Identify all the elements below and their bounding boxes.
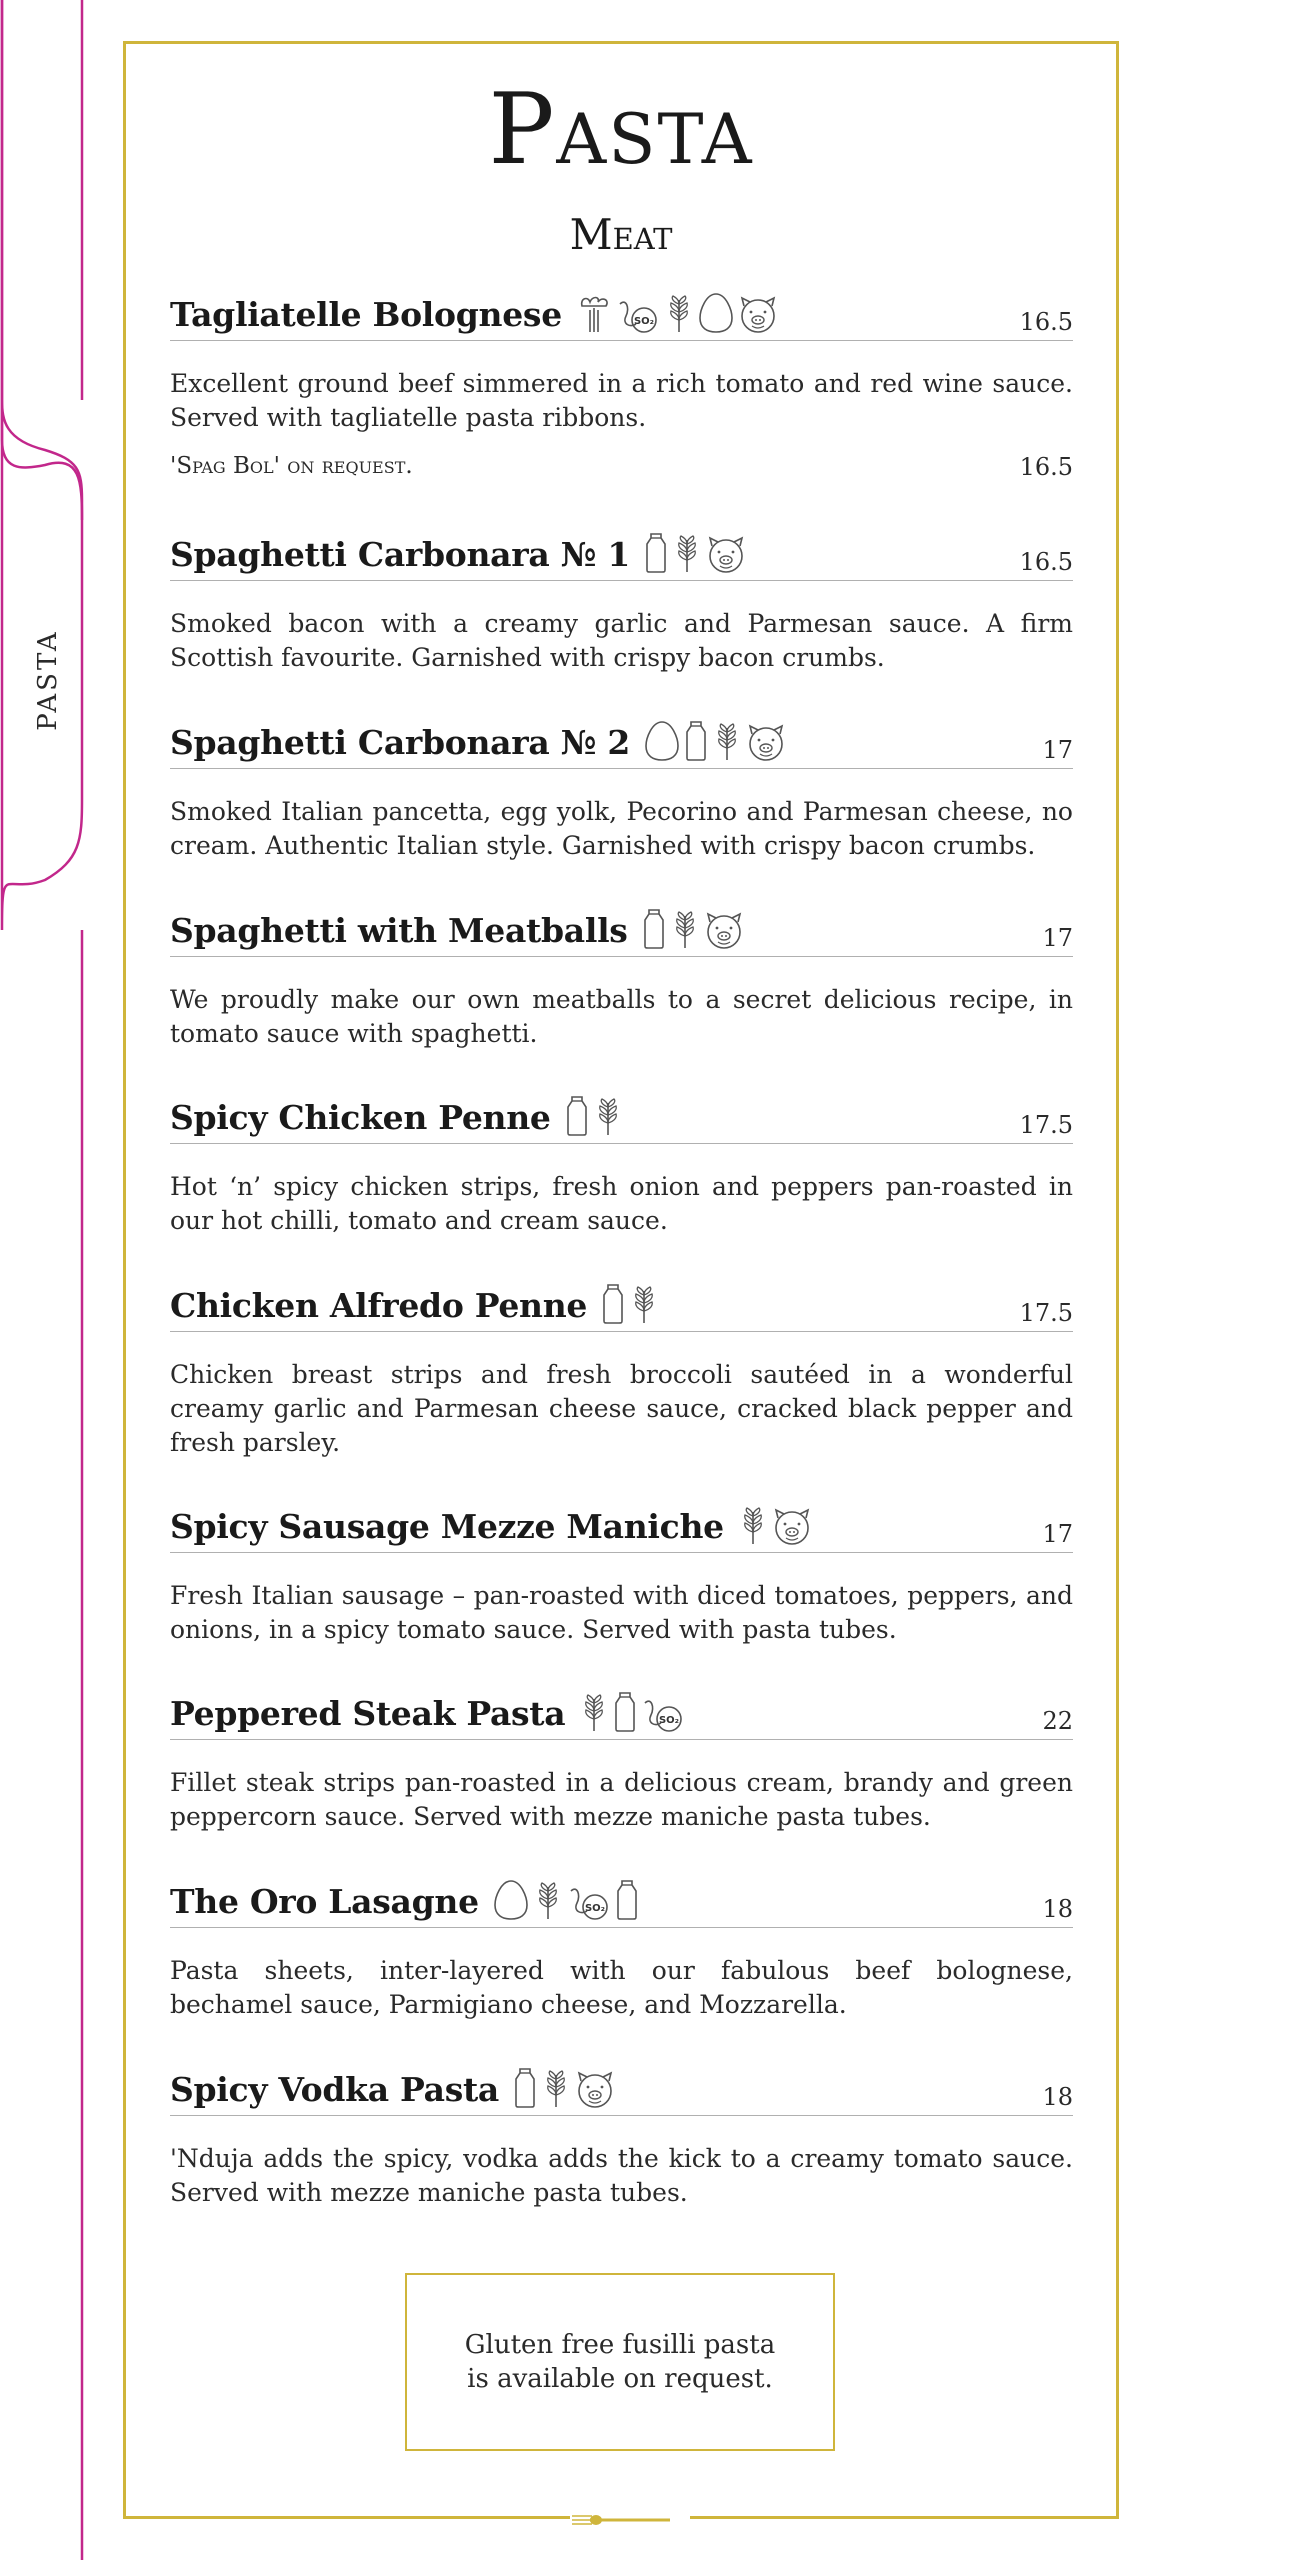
- menu-item-header: [170, 1502, 1073, 1553]
- section-heading: Meat: [569, 210, 673, 259]
- menu-item-description: Chicken breast strips and fresh broccoli sautéed in a wonderful creamy garlic and Parmesan cheese sauce, cracked black pepper and fresh parsley.: [170, 1360, 1073, 1457]
- menu-item-price: 17.5: [1019, 1111, 1073, 1139]
- sulphites-icon: [567, 1881, 611, 1921]
- gluten-free-note: [405, 2273, 835, 2451]
- option-label: 'Spag Bol' on request.: [170, 453, 413, 479]
- gluten-wheat-icon: [664, 294, 694, 334]
- pig-icon: [746, 724, 786, 762]
- menu-item: [170, 906, 1073, 1051]
- sulphites-icon: [616, 294, 660, 334]
- allergen-icons: [642, 908, 744, 956]
- milk-icon: [684, 720, 708, 762]
- menu-item-description: Hot ‘n’ spicy chicken strips, fresh onion and peppers pan-roasted in our hot chilli, tomato and cream sauce.: [170, 1172, 1073, 1235]
- menu-item-price: 16.5: [1019, 548, 1073, 576]
- svg-text:SO₂: SO₂: [659, 1715, 680, 1726]
- menu-item-description: Pasta sheets, inter-layered with our fabulous beef bolognese, bechamel sauce, Parmigiano cheese, and Mozzarella.: [170, 1956, 1073, 2019]
- pig-icon: [738, 296, 778, 334]
- menu-item-description: Smoked bacon with a creamy garlic and Parmesan sauce. A firm Scottish favourite. Garnished with crispy bacon crumbs.: [170, 609, 1073, 672]
- gluten-wheat-icon: [541, 2069, 571, 2109]
- menu-item-price: 16.5: [1019, 308, 1073, 336]
- menu-item-name: Tagliatelle Bolognese: [170, 295, 562, 334]
- gluten-wheat-icon: [670, 910, 700, 950]
- menu-item-price: 17: [1042, 736, 1073, 764]
- side-tab-label[interactable]: PASTA: [33, 629, 63, 731]
- menu-item-header: [170, 1093, 1073, 1144]
- egg-icon: [698, 292, 734, 334]
- menu-item-option: [170, 453, 1073, 487]
- allergen-icons: [738, 1506, 812, 1552]
- pig-icon: [575, 2071, 615, 2109]
- menu-item-header: [170, 530, 1073, 581]
- menu-item-price: 17: [1042, 924, 1073, 952]
- egg-icon: [644, 720, 680, 762]
- gluten-wheat-icon: [579, 1693, 609, 1733]
- menu-item-price: 22: [1042, 1707, 1073, 1735]
- menu-item-header: [170, 290, 1073, 341]
- milk-icon: [644, 532, 668, 574]
- gluten-wheat-icon: [672, 534, 702, 574]
- allergen-icons: [644, 720, 786, 768]
- menu-item-description: Fillet steak strips pan-roasted in a delicious cream, brandy and green peppercorn sauce. Served with mezze maniche pasta tubes.: [170, 1768, 1073, 1831]
- menu-item-header: [170, 1877, 1073, 1928]
- menu-item-name: Spicy Chicken Penne: [170, 1098, 551, 1137]
- gluten-wheat-icon: [629, 1285, 659, 1325]
- menu-item-header: [170, 718, 1073, 769]
- gluten-wheat-icon: [593, 1097, 623, 1137]
- allergen-icons: [601, 1283, 659, 1331]
- milk-icon: [601, 1283, 625, 1325]
- svg-text:SO₂: SO₂: [584, 1903, 605, 1914]
- pig-icon: [772, 1508, 812, 1546]
- gluten-wheat-icon: [712, 722, 742, 762]
- menu-item-header: [170, 1689, 1073, 1740]
- menu-item-header: [170, 1281, 1073, 1332]
- gluten-wheat-icon: [738, 1506, 768, 1546]
- menu-item-name: Peppered Steak Pasta: [170, 1694, 566, 1733]
- svg-text:SO₂: SO₂: [633, 316, 654, 327]
- page-title: Pasta: [488, 73, 754, 187]
- menu-item-name: Spaghetti with Meatballs: [170, 911, 628, 950]
- option-price: 16.5: [1019, 453, 1073, 481]
- menu-item-description: 'Nduja adds the spicy, vodka adds the kick to a creamy tomato sauce. Served with mezze maniche pasta tubes.: [170, 2144, 1073, 2207]
- menu-item-price: 18: [1042, 2083, 1073, 2111]
- menu-item-name: Spaghetti Carbonara № 2: [170, 723, 631, 762]
- menu-item: [170, 530, 1073, 675]
- menu-item-name: Spicy Vodka Pasta: [170, 2070, 500, 2109]
- side-tab-border: [0, 0, 90, 2560]
- menu-item: [170, 1281, 1073, 1460]
- menu-item-price: 17.5: [1019, 1299, 1073, 1327]
- menu-item: [170, 2065, 1073, 2210]
- menu-item-header: [170, 906, 1073, 957]
- note-line-1: Gluten free fusilli pasta: [464, 2330, 776, 2360]
- menu-item-name: Chicken Alfredo Penne: [170, 1286, 588, 1325]
- menu-item: [170, 718, 1073, 863]
- egg-icon: [493, 1879, 529, 1921]
- sulphites-icon: [641, 1693, 685, 1733]
- menu-item-price: 18: [1042, 1895, 1073, 1923]
- menu-item: [170, 1093, 1073, 1238]
- celery-icon: [576, 294, 612, 334]
- menu-item-description: Fresh Italian sausage – pan-roasted with diced tomatoes, peppers, and onions, in a spicy tomato sauce. Served with pasta tubes.: [170, 1581, 1073, 1644]
- menu-item-price: 17: [1042, 1520, 1073, 1548]
- allergen-icons: [576, 292, 778, 340]
- milk-icon: [513, 2067, 537, 2109]
- fork-ornament: [570, 2505, 690, 2535]
- milk-icon: [565, 1095, 589, 1137]
- allergen-icons: [579, 1691, 685, 1739]
- milk-icon: [613, 1691, 637, 1733]
- menu-item-name: Spicy Sausage Mezze Maniche: [170, 1507, 724, 1546]
- pig-icon: [704, 912, 744, 950]
- allergen-icons: [565, 1095, 623, 1143]
- gluten-wheat-icon: [533, 1881, 563, 1921]
- menu-item-name: The Oro Lasagne: [170, 1882, 479, 1921]
- pig-icon: [706, 536, 746, 574]
- menu-item-name: Spaghetti Carbonara № 1: [170, 535, 631, 574]
- menu-item: [170, 1502, 1073, 1647]
- allergen-icons: [644, 532, 746, 580]
- allergen-icons: [513, 2067, 615, 2115]
- allergen-icons: [493, 1879, 639, 1927]
- menu-item: [170, 1689, 1073, 1834]
- menu-item: [170, 290, 1073, 487]
- menu-item-description: Excellent ground beef simmered in a rich tomato and red wine sauce. Served with tagliatelle pasta ribbons.: [170, 369, 1073, 432]
- note-line-2: is available on request.: [467, 2364, 773, 2394]
- milk-icon: [642, 908, 666, 950]
- menu-item-header: [170, 2065, 1073, 2116]
- menu-item: [170, 1877, 1073, 2022]
- menu-item-description: Smoked Italian pancetta, egg yolk, Pecorino and Parmesan cheese, no cream. Authentic Italian style. Garnished with crispy bacon crumbs.: [170, 797, 1073, 860]
- menu-item-description: We proudly make our own meatballs to a secret delicious recipe, in tomato sauce with spaghetti.: [170, 985, 1073, 1048]
- milk-icon: [615, 1879, 639, 1921]
